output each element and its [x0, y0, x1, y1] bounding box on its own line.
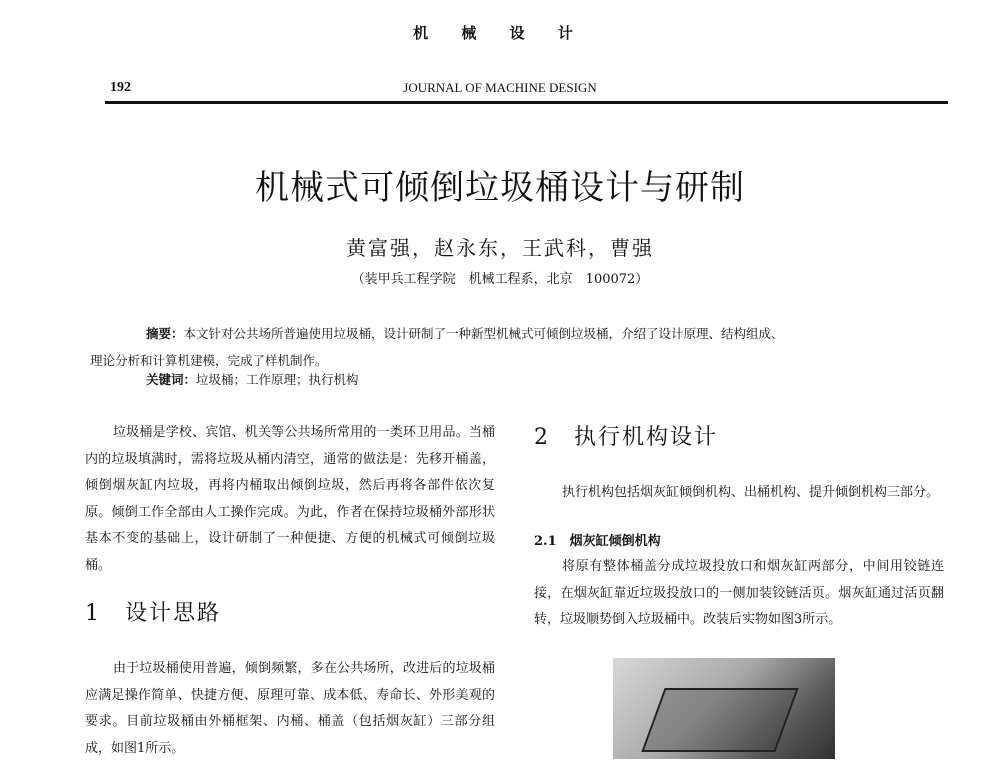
journal-title-english: JOURNAL OF MACHINE DESIGN	[403, 80, 597, 95]
figure-photo	[613, 658, 835, 759]
subsection-2-1-body	[534, 554, 944, 634]
keywords-label: 关键词：	[146, 372, 197, 387]
intro-paragraph: 垃圾桶是学校、宾馆、机关等公共场所常用的一类环卫用品。当桶内的垃圾填满时，需将垃圾从桶内清空，通常的做法是：先移开桶盖，倾倒烟灰缸内垃圾，再将内桶取出倾倒垃圾，然后再将各部件依次复原。倾倒工作全部由人工操作完成。为此，作者在保持垃圾桶外部形状基本不变的基础上，设计研制了一种便捷、方便的机械式可倾倒垃圾桶。	[85, 425, 495, 573]
keywords	[146, 370, 359, 388]
subsection-2-1-paragraph: 将原有整体桶盖分成垃圾投放口和烟灰缸两部分，中间用铰链连接，在烟灰缸靠近垃圾投放口的一侧加装铰链活页。烟灰缸通过活页翻转，垃圾顺势倒入垃圾桶中。改装后实物如图3所示。	[534, 559, 944, 627]
abstract	[90, 320, 945, 374]
section-1-heading: 1 设计思路	[85, 601, 221, 626]
affiliation: （装甲兵工程学院 机械工程系，北京 100072）	[351, 272, 649, 287]
section-1-paragraph: 由于垃圾桶使用普遍，倾倒频繁，多在公共场所，改进后的垃圾桶应满足操作简单、快捷方便、原理可靠、成本低、寿命长、外形美观的要求。目前垃圾桶由外桶框架、内桶、桶盖（包括烟灰缸）三部分组成，如图1所示。	[85, 661, 495, 756]
header-rule	[105, 101, 948, 104]
abstract-line-1	[90, 320, 945, 347]
journal-title-chinese: 机 械 设 计	[413, 24, 587, 42]
section-1-body	[85, 656, 495, 762]
abstract-text-1: 本文针对公共场所普遍使用垃圾桶，设计研制了一种新型机械式可倾倒垃圾桶，介绍了设计原理、结构组成、	[183, 326, 784, 341]
authors: 黄富强，赵永东，王武科，曹强	[346, 236, 654, 260]
page-number: 192	[110, 80, 131, 95]
intro-column	[85, 420, 495, 579]
abstract-label: 摘要：	[146, 326, 184, 341]
section-2-paragraph: 执行机构包括烟灰缸倾倒机构、出桶机构、提升倾倒机构三部分。	[562, 485, 940, 500]
article-title: 机械式可倾倒垃圾桶设计与研制	[255, 168, 745, 208]
subsection-2-1-heading: 2.1 烟灰缸倾倒机构	[534, 534, 661, 549]
keywords-text: 垃圾桶；工作原理；执行机构	[196, 372, 359, 387]
abstract-text-2: 理论分析和计算机建模，完成了样机制作。	[90, 353, 328, 368]
section-2-body	[534, 480, 944, 507]
section-2-heading: 2 执行机构设计	[534, 425, 718, 450]
